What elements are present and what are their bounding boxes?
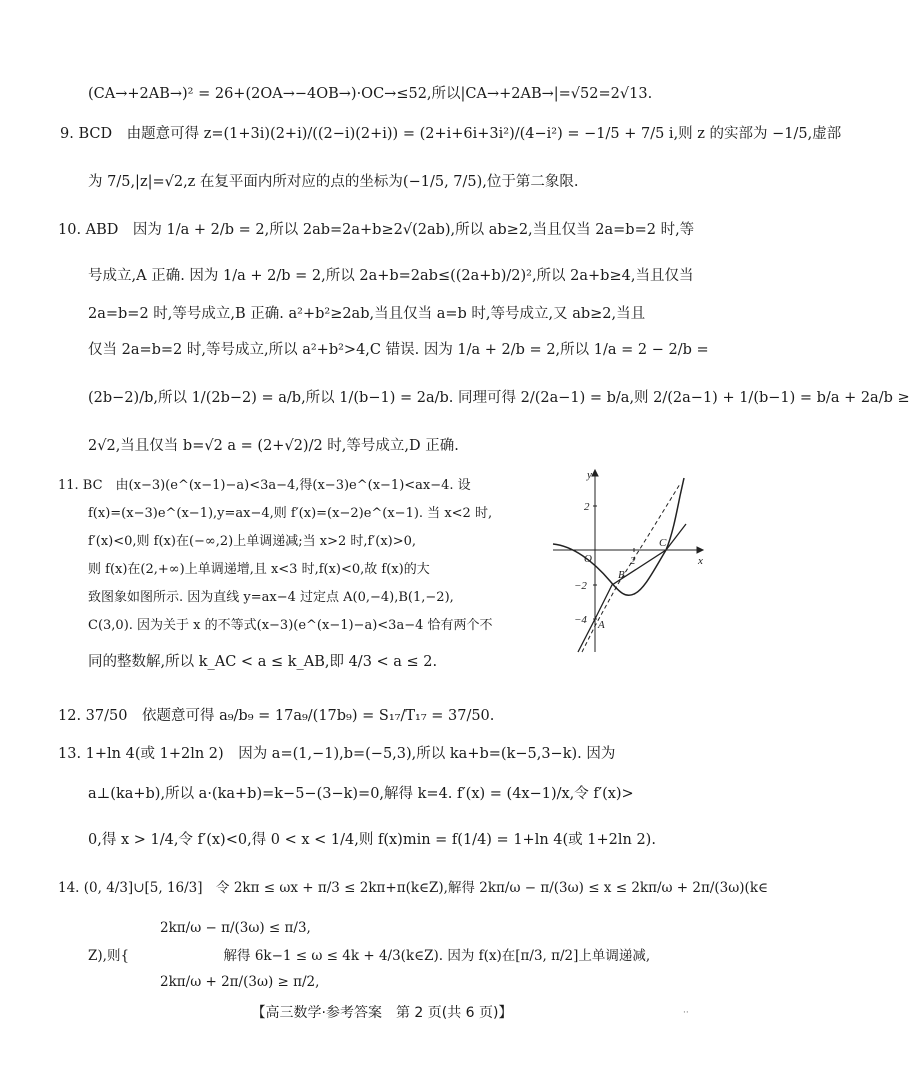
- q9-line2: 为 7/5,|z|=√2,z 在复平面内所对应的点的坐标为(−1/5, 7/5),位于第二象限.: [88, 174, 579, 190]
- q10-line3: 2a=b=2 时,等号成立,B 正确. a²+b²≥2ab,当且仅当 a=b 时,等号成立,又 ab≥2,当且: [88, 306, 646, 322]
- q13-line3: 0,得 x > 1/4,令 f′(x)<0,得 0 < x < 1/4,则 f(x)min = f(1/4) = 1+ln 4(或 1+2ln 2).: [88, 832, 656, 848]
- line-ab-dashed: [582, 484, 680, 652]
- page-footer: 【高三数学·参考答案 第 2 页(共 6 页)】: [251, 1005, 513, 1021]
- point-c-label: C: [659, 537, 667, 549]
- q11-line7: 同的整数解,所以 k_AC < a ≤ k_AB,即 4/3 < a ≤ 2.: [88, 654, 438, 670]
- q10-line2: 号成立,A 正确. 因为 1/a + 2/b = 2,所以 2a+b=2ab≤((2a+b)/2)²,所以 2a+b≥4,当且仅当: [88, 268, 694, 284]
- q14-line1: 14. (0, 4/3]∪[5, 16/3] 令 2kπ ≤ ωx + π/3 ≤ 2kπ+π(k∈Z),解得 2kπ/ω − π/(3ω) ≤ x ≤ 2kπ/ω + 2π/(3ω)(k∈: [58, 880, 768, 896]
- q11-line5: 致图象如图所示. 因为直线 y=ax−4 过定点 A(0,−4),B(1,−2),: [88, 590, 454, 605]
- q11-line2: f(x)=(x−3)e^(x−1),y=ax−4,则 f′(x)=(x−2)e^(x−1). 当 x<2 时,: [88, 506, 493, 521]
- line-8-tail: (CA→+2AB→)² = 26+(2OA→−4OB→)·OC→≤52,所以|CA→+2AB→|=√52=2√13.: [88, 86, 653, 102]
- tick-neg2-label: −2: [574, 580, 587, 592]
- q10-line5: (2b−2)/b,所以 1/(2b−2) = a/b,所以 1/(b−1) = 2a/b. 同理可得 2/(2a−1) = b/a,则 2/(2a−1) + 1/(b−1) = b/a + 2a/b ≥: [88, 390, 910, 406]
- q12-line1: 12. 37/50 依题意可得 a₉/b₉ = 17a₉/(17b₉) = S₁₇/T₁₇ = 37/50.: [58, 708, 495, 724]
- q10-line6: 2√2,当且仅当 b=√2 a = (2+√2)/2 时,等号成立,D 正确.: [88, 438, 459, 454]
- line-ac: [578, 524, 686, 652]
- q11-line4: 则 f(x)在(2,+∞)上单调递增,且 x<3 时,f(x)<0,故 f(x)的大: [88, 562, 430, 577]
- q13-line1: 13. 1+ln 4(或 1+2ln 2) 因为 a=(1,−1),b=(−5,3),所以 ka+b=(k−5,3−k). 因为: [58, 746, 616, 762]
- tick-2-label: 2: [584, 501, 590, 513]
- q11-line6: C(3,0). 因为关于 x 的不等式(x−3)(e^(x−1)−a)<3a−4 恰有两个不: [88, 618, 493, 633]
- function-graph: [548, 466, 708, 656]
- tick-neg4-label: −4: [574, 614, 587, 626]
- x-axis-label: x: [698, 555, 703, 567]
- q13-line2: a⊥(ka+b),所以 a·(ka+b)=k−5−(3−k)=0,解得 k=4. f′(x) = (4x−1)/x,令 f′(x)>: [88, 786, 634, 802]
- origin-label: O: [584, 553, 592, 565]
- q10-line4: 仅当 2a=b=2 时,等号成立,所以 a²+b²>4,C 错误. 因为 1/a + 2/b = 2,所以 1/a = 2 − 2/b =: [88, 342, 709, 358]
- q14-system-row2: 2kπ/ω + 2π/(3ω) ≥ π/2,: [160, 974, 320, 990]
- q11-line3: f′(x)<0,则 f(x)在(−∞,2)上单调递减;当 x>2 时,f′(x)>0,: [88, 534, 417, 549]
- point-b-label: B: [618, 569, 625, 581]
- q14-line2: Z),则{ 解得 6k−1 ≤ ω ≤ 4k + 4/3(k∈Z). 因为 f(x)在[π/3, π/2]上单调递减,: [88, 948, 651, 964]
- y-axis-label: y: [587, 469, 592, 481]
- x-axis-arrow: [697, 547, 703, 553]
- corner-mark: ··: [683, 1008, 689, 1018]
- y-axis-arrow: [592, 470, 598, 476]
- q14-system-row1: 2kπ/ω − π/(3ω) ≤ π/3,: [160, 920, 311, 936]
- q11-line1: 11. BC 由(x−3)(e^(x−1)−a)<3a−4,得(x−3)e^(x−1)<ax−4. 设: [58, 478, 471, 493]
- q10-line1: 10. ABD 因为 1/a + 2/b = 2,所以 2ab=2a+b≥2√(2ab),所以 ab≥2,当且仅当 2a=b=2 时,等: [58, 222, 695, 238]
- point-a-label: A: [598, 619, 605, 631]
- q9-line1: 9. BCD 由题意可得 z=(1+3i)(2+i)/((2−i)(2+i)) = (2+i+6i+3i²)/(4−i²) = −1/5 + 7/5 i,则 z 的实部为 −1/5,虚部: [60, 126, 842, 142]
- tick-x2-label: 2: [630, 555, 636, 567]
